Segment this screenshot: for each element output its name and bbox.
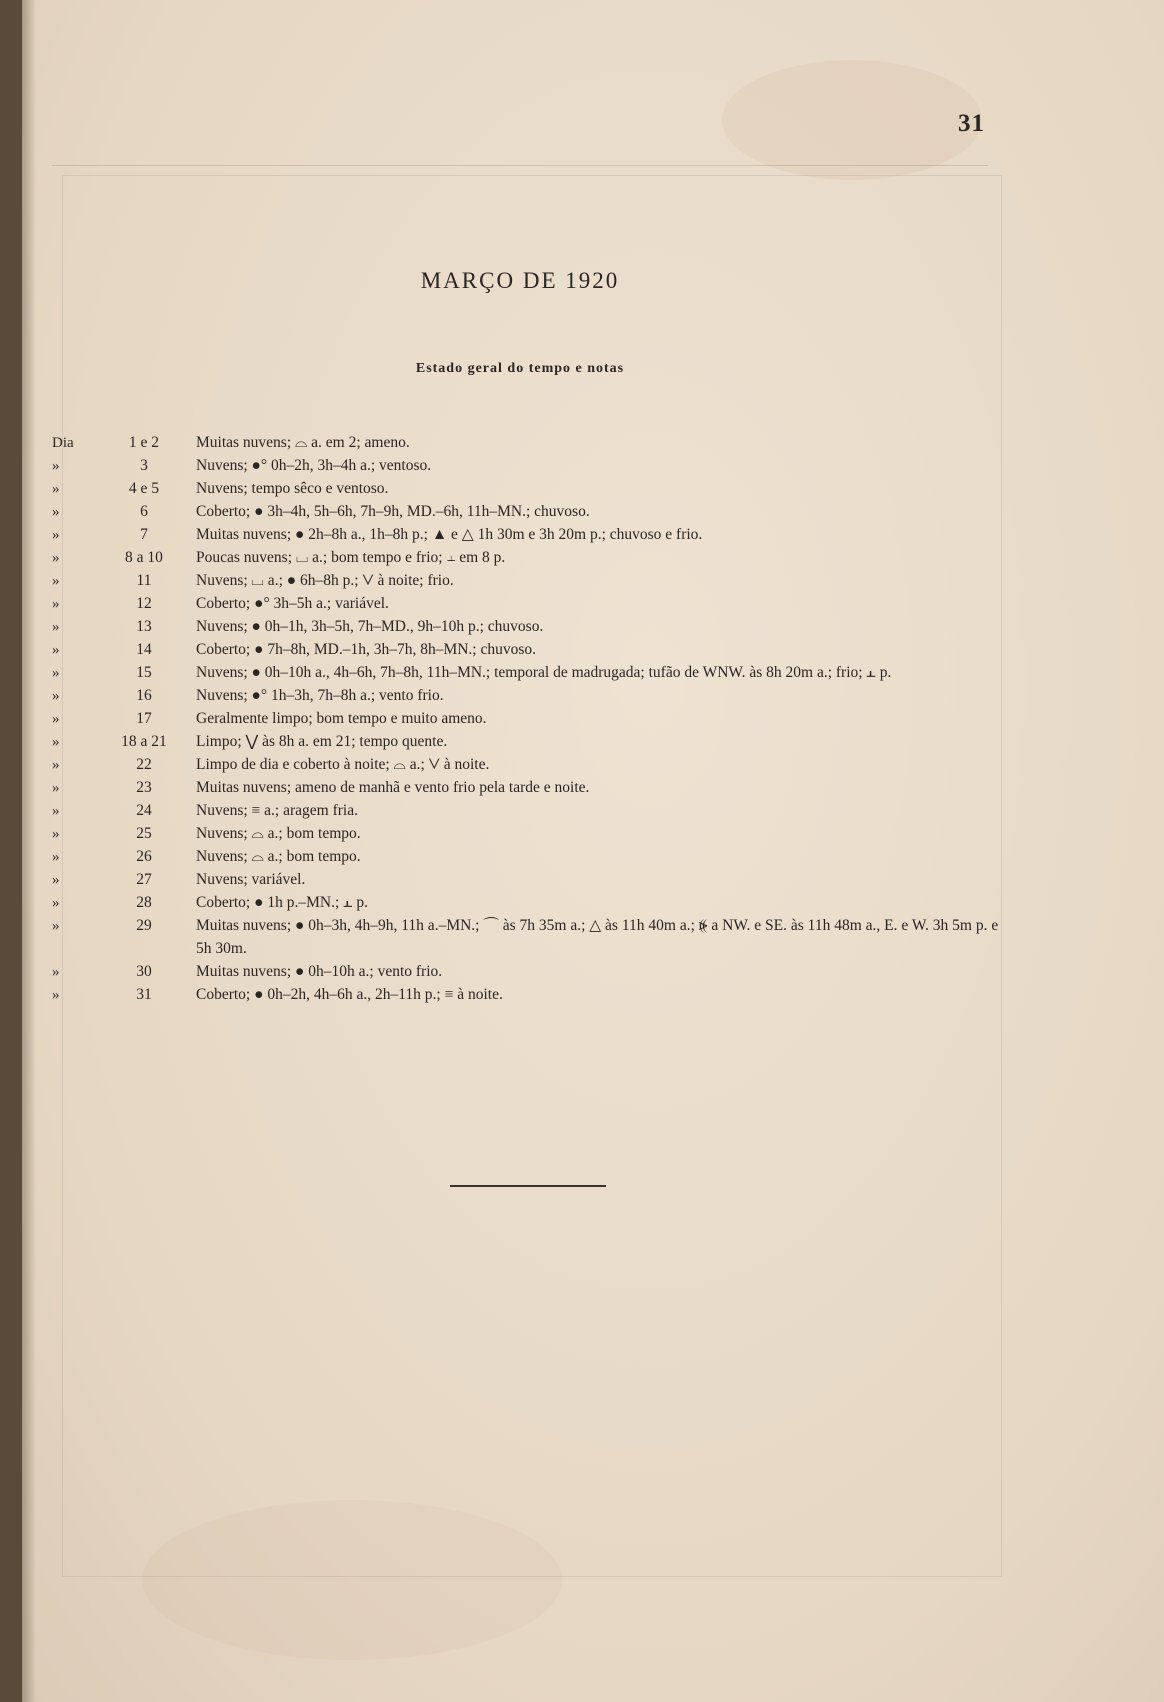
list-item: [52, 892, 1012, 915]
list-item: [52, 777, 1012, 800]
row-marker: »: [52, 596, 60, 612]
list-item: [52, 961, 1012, 984]
day-number: 7: [140, 526, 148, 543]
list-item: [52, 478, 1012, 501]
list-item: [52, 432, 1012, 455]
day-number: 30: [136, 962, 152, 980]
list-item: [52, 823, 1012, 846]
weather-note: Geralmente limpo; bom tempo e muito ameno.: [196, 710, 487, 727]
row-marker: »: [52, 481, 60, 497]
weather-note: Muitas nuvens; ameno de manhã e vento frio pela tarde e noite.: [196, 779, 590, 796]
day-number: 8 a 10: [125, 549, 163, 566]
list-item: [52, 915, 1012, 961]
page-title: MARÇO DE 1920: [420, 268, 620, 293]
weather-note: Nuvens; ●° 1h–3h, 7h–8h a.; vento frio.: [196, 687, 444, 704]
list-item: [52, 662, 1012, 685]
list-item: [52, 616, 1012, 639]
faint-rule: [52, 165, 988, 166]
row-marker: »: [52, 504, 60, 520]
day-number: 15: [136, 664, 152, 681]
day-number: 14: [136, 641, 152, 658]
list-item: [52, 639, 1012, 662]
weather-note: Coberto; ●° 3h–5h a.; variável.: [196, 595, 389, 612]
day-number: 26: [136, 848, 152, 865]
row-marker: »: [52, 550, 60, 566]
row-marker: »: [52, 849, 60, 865]
binding-shadow: [22, 0, 36, 1702]
row-marker: »: [52, 918, 60, 934]
day-number: 18 a 21: [121, 733, 167, 750]
list-item: [52, 524, 1012, 547]
row-marker: »: [52, 734, 60, 750]
row-marker: »: [52, 665, 60, 681]
day-number: 3: [140, 457, 148, 474]
weather-note: Coberto; ● 3h–4h, 5h–6h, 7h–9h, MD.–6h, 11h–MN.; chuvoso.: [196, 503, 590, 520]
day-number: 25: [136, 825, 152, 842]
page-number: 31: [958, 110, 985, 137]
list-item: [52, 501, 1012, 524]
row-marker: »: [52, 711, 60, 727]
weather-note: Nuvens; variável.: [196, 871, 306, 888]
weather-note: Nuvens; ●° 0h–2h, 3h–4h a.; ventoso.: [196, 457, 432, 474]
day-number: 11: [136, 572, 152, 589]
day-number: 6: [140, 503, 148, 520]
weather-note: Limpo; ⋁ às 8h a. em 21; tempo quente.: [196, 733, 448, 750]
list-item: [52, 846, 1012, 869]
day-number: 4 e 5: [128, 480, 160, 497]
row-marker: »: [52, 458, 60, 474]
row-marker: »: [52, 826, 60, 842]
weather-note: Nuvens; tempo sêco e ventoso.: [196, 480, 389, 497]
weather-note: Nuvens; ⌓ a.; bom tempo.: [196, 825, 361, 842]
row-marker: »: [52, 895, 60, 911]
weather-note: Nuvens; ≡ a.; aragem fria.: [196, 802, 358, 819]
list-item: [52, 800, 1012, 823]
day-number: 1 e 2: [128, 434, 160, 451]
row-marker: »: [52, 963, 60, 980]
row-marker: »: [52, 803, 60, 819]
row-marker: Dia: [52, 435, 74, 451]
weather-note: Coberto; ● 1h p.–MN.; ⫠ p.: [196, 894, 369, 911]
list-item: [52, 570, 1012, 593]
row-marker: »: [52, 872, 60, 888]
row-marker: »: [52, 619, 60, 635]
day-number: 27: [136, 871, 152, 888]
weather-note: Muitas nuvens; ● 2h–8h a., 1h–8h p.; ▲ e △ 1h 30m e 3h 20m p.; chuvoso e frio.: [196, 526, 703, 543]
list-item: [52, 731, 1012, 754]
weather-note: Coberto; ● 0h–2h, 4h–6h a., 2h–11h p.; ≡ à noite.: [196, 985, 503, 1003]
weather-note: Nuvens; ● 0h–1h, 3h–5h, 7h–MD., 9h–10h p.; chuvoso.: [196, 618, 544, 635]
list-item: [52, 708, 1012, 731]
weather-note: Muitas nuvens; ⌓ a. em 2; ameno.: [196, 434, 410, 451]
day-number: 22: [136, 756, 152, 773]
day-number: 23: [136, 779, 152, 796]
row-marker: »: [52, 780, 60, 796]
paper-stain: [722, 60, 982, 180]
day-number: 12: [136, 595, 152, 612]
day-number: 17: [136, 710, 152, 727]
weather-notes-list: [52, 432, 1012, 1007]
list-item: [52, 455, 1012, 478]
list-item: [52, 547, 1012, 570]
weather-note: Coberto; ● 7h–8h, MD.–1h, 3h–7h, 8h–MN.; chuvoso.: [196, 641, 537, 658]
day-number: 31: [136, 985, 152, 1003]
weather-note: Limpo de dia e coberto à noite; ⌓ a.; ⋁ à noite.: [196, 756, 490, 773]
weather-note: Nuvens; ⌓ a.; bom tempo.: [196, 848, 361, 865]
day-number: 13: [136, 618, 152, 635]
row-marker: »: [52, 986, 60, 1003]
list-item: [52, 685, 1012, 708]
row-marker: »: [52, 688, 60, 704]
day-number: 16: [136, 687, 152, 704]
row-marker: »: [52, 642, 60, 658]
weather-note: Nuvens; ⌴ a.; ● 6h–8h p.; ⋁ à noite; frio.: [196, 572, 454, 589]
row-marker: »: [52, 573, 60, 589]
day-number: 29: [136, 917, 152, 934]
day-number: 24: [136, 802, 152, 819]
closing-rule: [450, 1185, 606, 1187]
day-number: 28: [136, 894, 152, 911]
weather-note: Poucas nuvens; ⌴ a.; bom tempo e frio; ⫠ em 8 p.: [196, 549, 506, 566]
list-item: [52, 593, 1012, 616]
row-marker: »: [52, 527, 60, 543]
weather-note: Nuvens; ● 0h–10h a., 4h–6h, 7h–8h, 11h–MN.; temporal de madrugada; tufão de WNW. às 8h 20m a.; frio; ⫠ p.: [196, 664, 892, 681]
list-item: [52, 984, 1012, 1007]
list-item: [52, 754, 1012, 777]
weather-note: Muitas nuvens; ● 0h–10h a.; vento frio.: [196, 962, 443, 980]
list-item: [52, 869, 1012, 892]
weather-note: Muitas nuvens; ● 0h–3h, 4h–9h, 11h a.–MN.; ⌒ às 7h 35m a.; △ às 11h 40m a.; ⦕ a NW. e SE. às 11h 48m a., E. e W. 3h 5m p. e 5h 30m.: [196, 917, 999, 957]
row-marker: »: [52, 757, 60, 773]
section-subtitle: Estado geral do tempo e notas: [415, 361, 625, 376]
